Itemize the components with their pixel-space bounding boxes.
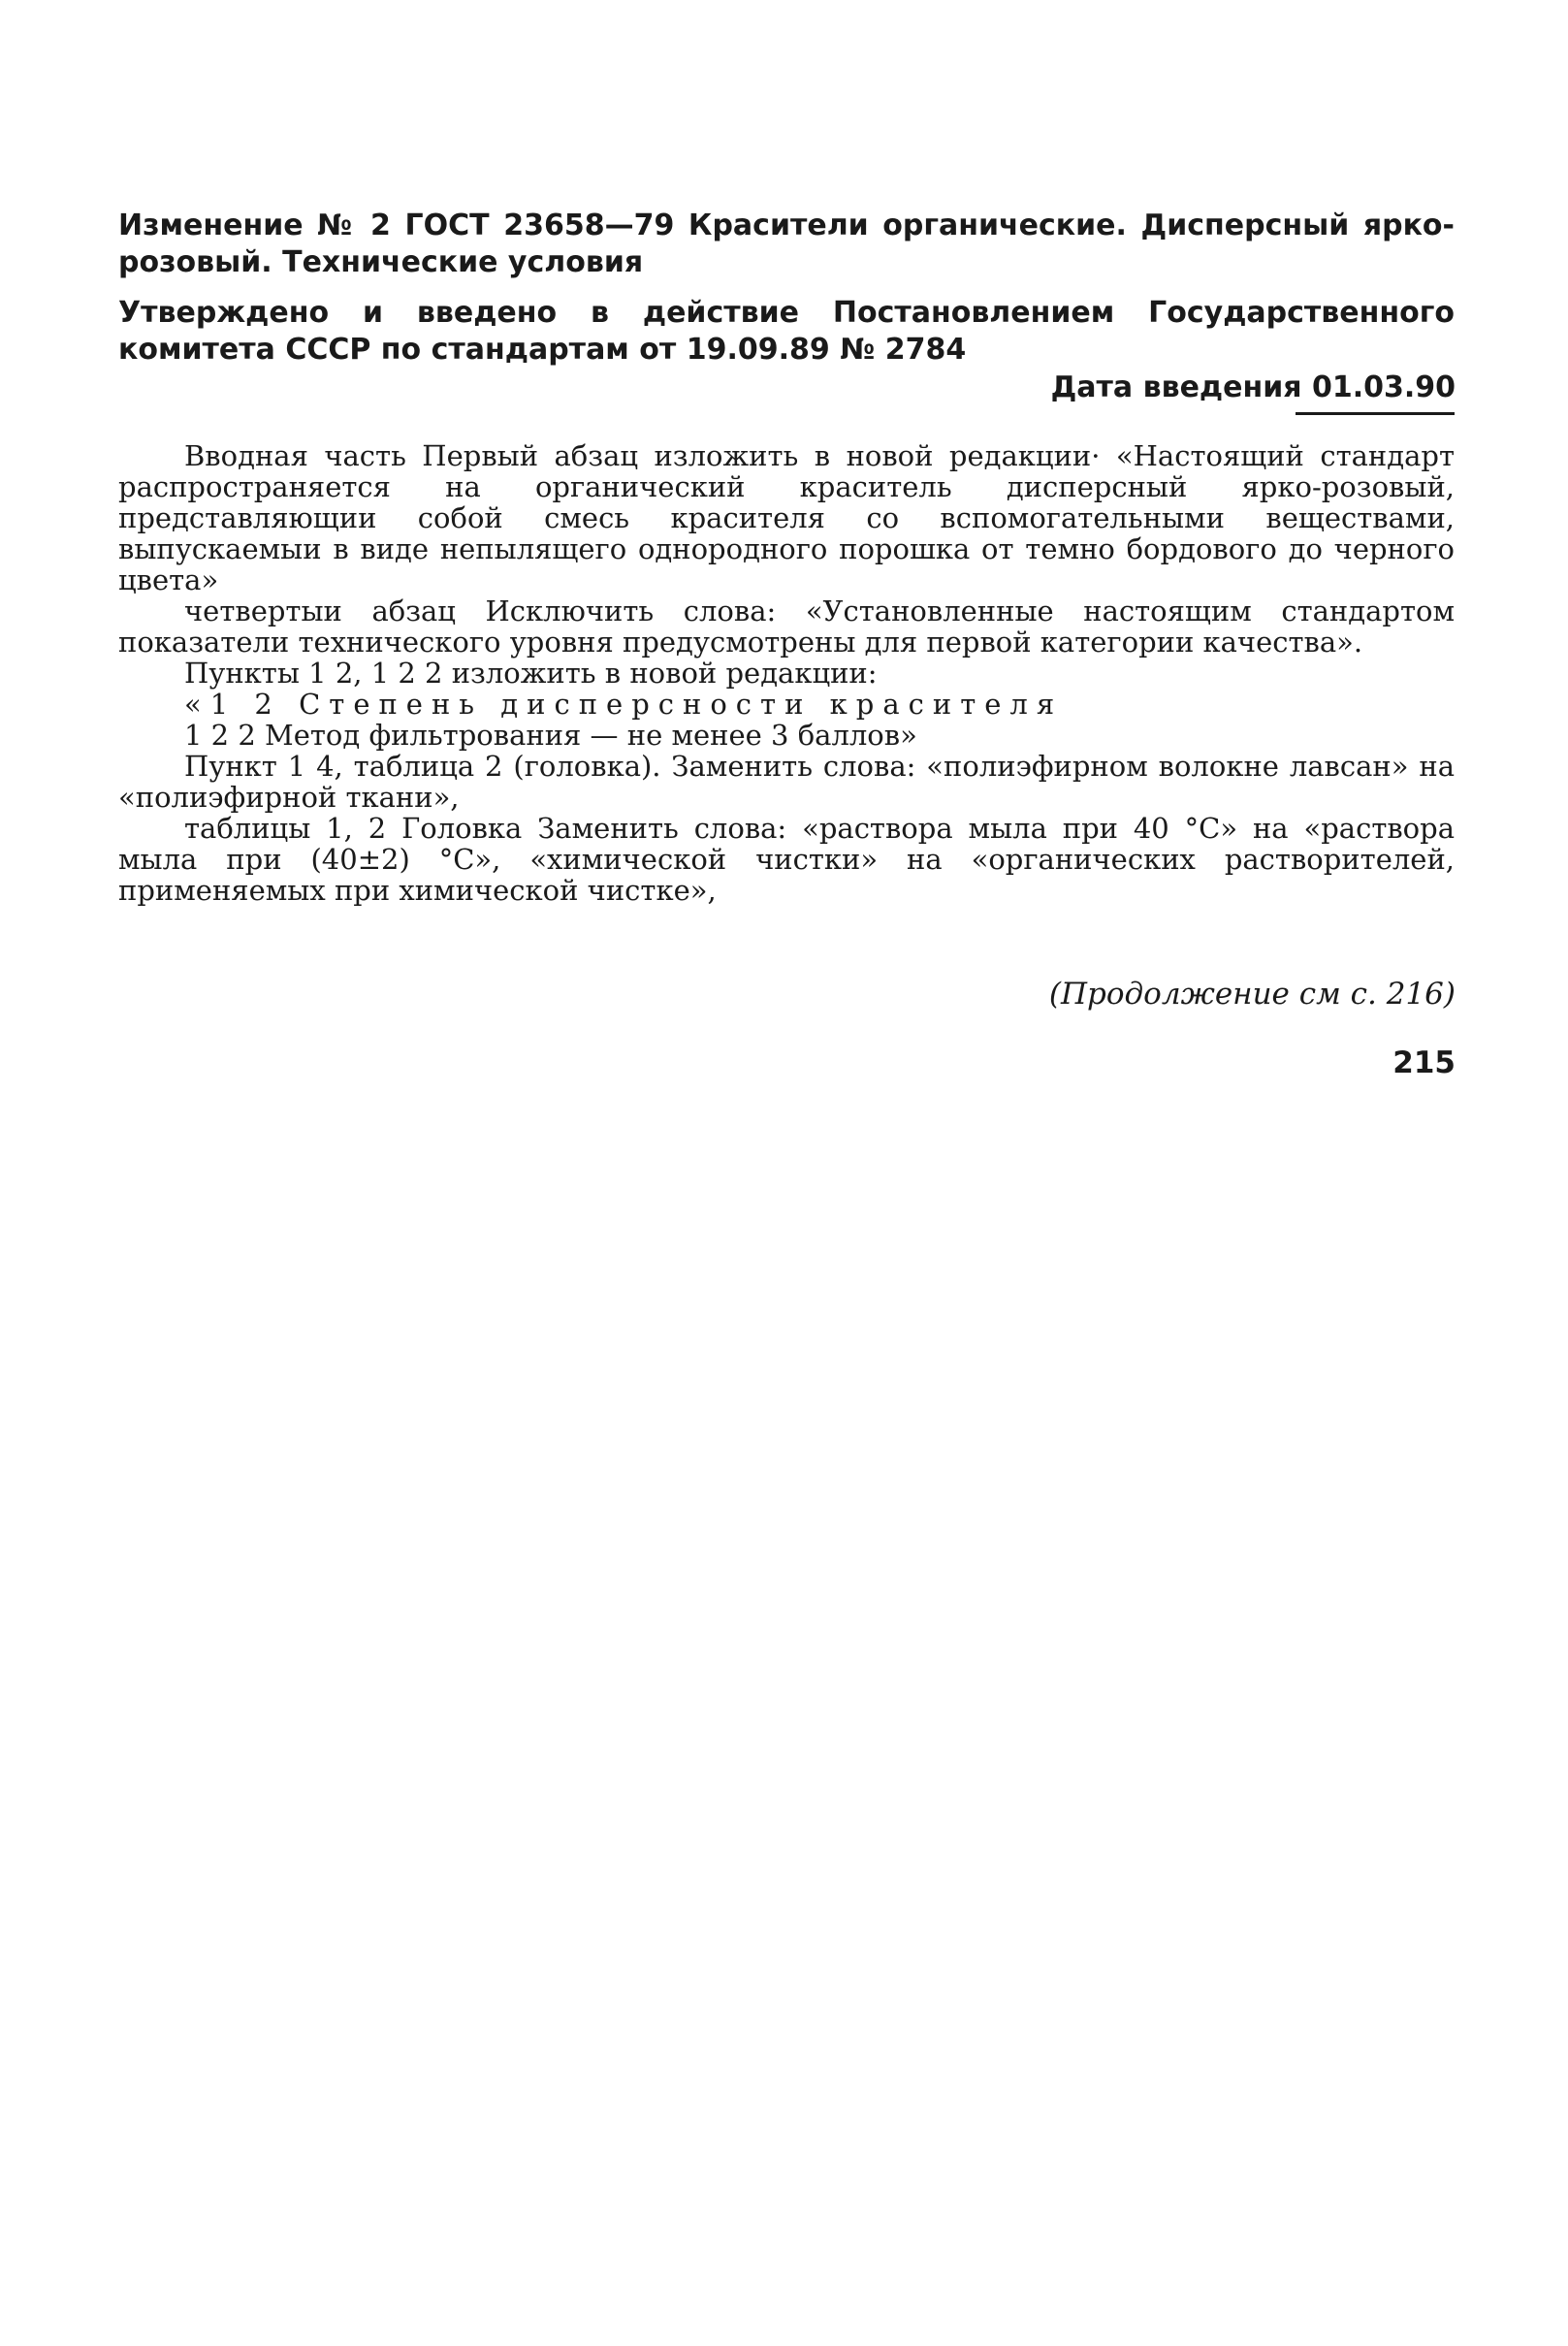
amendment-body xyxy=(118,440,1455,906)
approval-statement: Утверждено и введено в действие Постановлением Государственного комитета СССР по стандартам от 19.09.89 № 2784 xyxy=(118,296,1455,367)
effective-date: Дата введения 01.03.90 xyxy=(1050,370,1456,404)
paragraph-items: Пункты 1 2, 1 2 2 изложить в новой редакции: xyxy=(184,657,878,690)
paragraph-intro: Вводная часть Первый абзац изложить в новой редакции· «Настоящий стандарт распространяется на органический краситель дисперсный ярко-розовый, представляющии собой смесь красителя со вспомогательными веществами, выпускаемыи в виде непылящего однородного порошка от темно бордового до черного цвета» xyxy=(118,439,1455,596)
paragraph-tables: таблицы 1, 2 Головка Заменить слова: «раствора мыла при 40 °С» на «раствора мыла при (40±2) °С», «химической чистки» на «органических растворителей, применяемых при химической чистке», xyxy=(118,812,1455,907)
paragraph-item-1-4: Пункт 1 4, таблица 2 (головка). Заменить слова: «полиэфирном волокне лавсан» на «полиэфирной ткани», xyxy=(118,750,1455,814)
paragraph-fourth-abzac: четвертыи абзац Исключить слова: «Установленные настоящим стандартом показатели технического уровня предусмотрены для первой категории качества». xyxy=(118,595,1455,659)
page-number: 215 xyxy=(1392,1045,1456,1080)
date-underline xyxy=(1296,412,1455,415)
paragraph-item-1-2-2: 1 2 2 Метод фильтрования — не менее 3 баллов» xyxy=(184,719,917,752)
continuation-note: (Продолжение см с. 216) xyxy=(1048,977,1456,1012)
paragraph-item-1-2: «1 2 Степень дисперсности красителя xyxy=(184,688,1064,721)
amendment-title: Изменение № 2 ГОСТ 23658—79 Красители органические. Дисперсный ярко-розовый. Технические условия xyxy=(118,209,1455,279)
